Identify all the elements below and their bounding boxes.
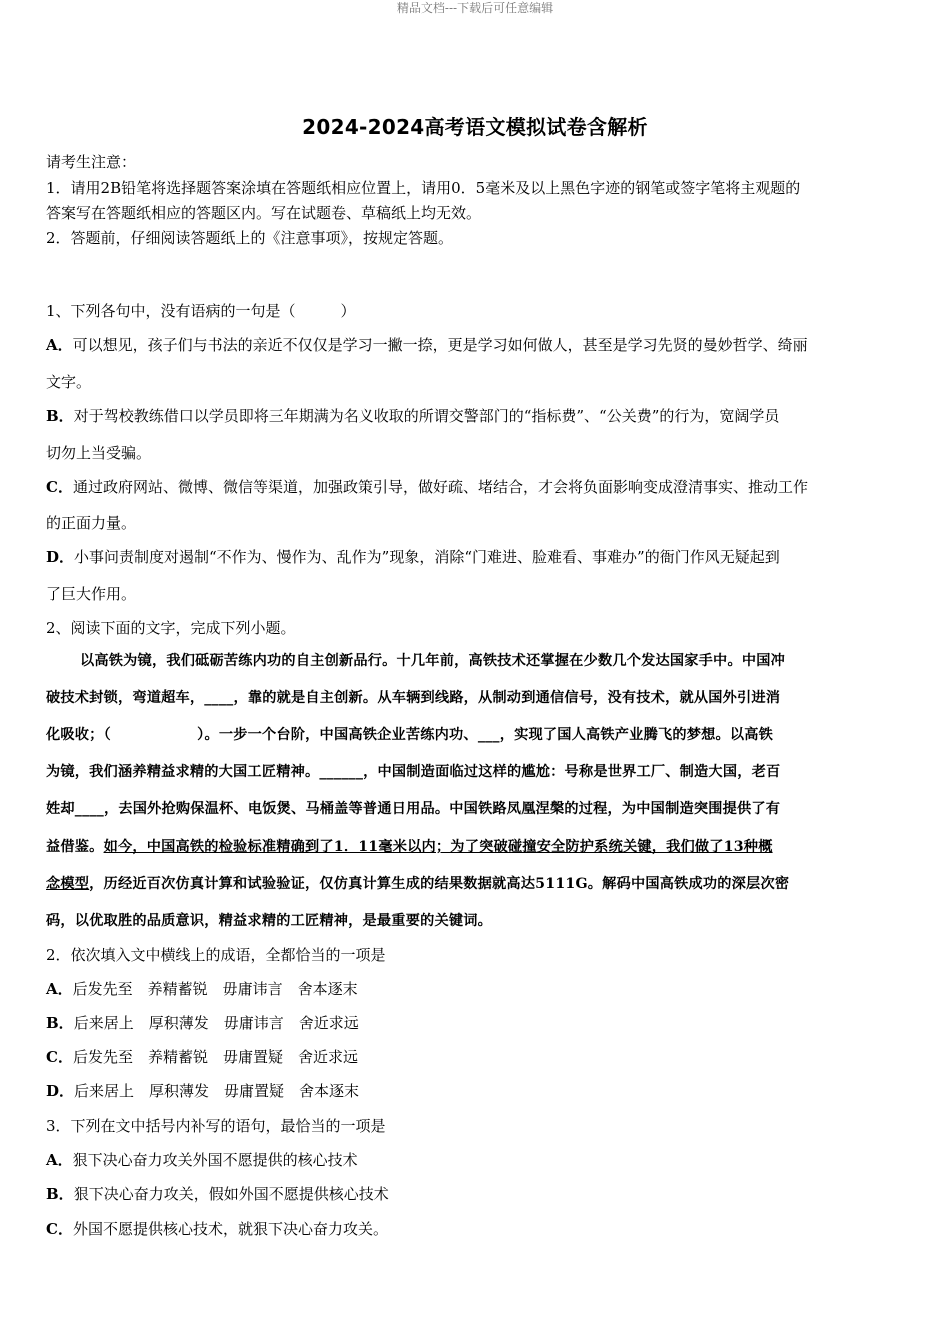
option-label: B． — [46, 1185, 74, 1203]
q1-option-b-cont: 切勿上当受骗。 — [46, 444, 152, 462]
option-text: 小事问责制度对遏制“不作为、慢作为、乱作为”现象，消除“门难进、脸难看、事难办”的衙门作风无疑起到 — [74, 548, 780, 566]
q1-option-d-cont: 了巨大作用。 — [46, 585, 137, 603]
option-label: D． — [46, 1082, 75, 1100]
option-label: A． — [46, 980, 73, 998]
option-text: 后发先至 养精蓄锐 毋庸置疑 舍近求远 — [72, 1048, 358, 1066]
option-text: 狠下决心奋力攻关外国不愿提供的核心技术 — [72, 1151, 358, 1169]
q1-option-d — [46, 547, 902, 567]
option-text: 对于驾校教练借口以学员即将三年期满为名义收取的所谓交警部门的“指标费”、“公关费”的行为，宽阔学员 — [73, 407, 780, 425]
q2-sub-stem: 2．依次填入文中横线上的成语，全都恰当的一项是 — [46, 946, 386, 964]
option-label: D． — [46, 548, 75, 566]
header-note: 精品文档---下载后可任意编辑 — [396, 1, 554, 15]
option-text: 可以想见，孩子们与书法的亲近不仅仅是学习一撇一捺，更是学习如何做人，甚至是学习先贤的曼妙哲学、绮丽 — [72, 336, 808, 354]
q1-option-b — [46, 406, 902, 426]
q3-sub-stem: 3．下列在文中括号内补写的语句，最恰当的一项是 — [46, 1117, 386, 1135]
q2-intro: 2、阅读下面的文字，完成下列小题。 — [46, 619, 296, 637]
option-text: 外国不愿提供核心技术，就狠下决心奋力攻关。 — [72, 1220, 388, 1238]
notice-item-1-line-2: 答案写在答题纸相应的答题区内。写在试题卷、草稿纸上均无效。 — [46, 204, 482, 222]
q1-option-c — [46, 477, 902, 497]
notice-item-1-line-1: 1．请用2B铅笔将选择题答案涂填在答题纸相应位置上，请用0．5毫米及以上黑色字迹的钢笔或签字笔将主观题的 — [46, 179, 801, 197]
option-label: C． — [46, 478, 73, 496]
underlined-sentence: 念模型 — [46, 876, 90, 892]
q2-sub-option-c — [46, 1047, 902, 1067]
notice-item-2: 2．答题前，仔细阅读答题纸上的《注意事项》，按规定答题。 — [46, 229, 454, 247]
q2-sub-option-d — [46, 1081, 902, 1101]
passage-line-1: 以高铁为镜，我们砥砺苦练内功的自主创新品行。十几年前，高铁技术还掌握在少数几个发达国家手中。中国冲 — [80, 653, 785, 669]
passage-line-8: 码，以优取胜的品质意识，精益求精的工匠精神，是最重要的关键词。 — [46, 913, 493, 929]
q1-option-a-cont: 文字。 — [46, 373, 92, 391]
option-label: B． — [46, 1014, 74, 1032]
q3-sub-option-c — [46, 1219, 902, 1239]
q1-option-a — [46, 335, 902, 355]
option-label: A． — [46, 1151, 73, 1169]
option-text: 后发先至 养精蓄锐 毋庸讳言 舍本逐末 — [72, 980, 358, 998]
underlined-sentence: 如今，中国高铁的检验标准精确到了1．11毫米以内；为了突破碰撞安全防护系统关键，我们做了13种概 — [103, 839, 773, 855]
option-text: 后来居上 厚积薄发 毋庸讳言 舍近求远 — [73, 1014, 359, 1032]
option-label: C． — [46, 1220, 73, 1238]
q1-stem: 1、下列各句中，没有语病的一句是（ ） — [46, 302, 356, 320]
passage-line-2: 破技术封锁，弯道超车，____，靠的就是自主创新。从车辆到线路，从制动到通信信号，没有技术，就从国外引进消 — [46, 690, 781, 706]
page-title: 2024-2024高考语文模拟试卷含解析 — [302, 115, 648, 139]
q1-option-c-cont: 的正面力量。 — [46, 514, 137, 532]
option-text: 通过政府网站、微博、微信等渠道，加强政策引导，做好疏、堵结合，才会将负面影响变成澄清事实、推动工作 — [72, 478, 808, 496]
q2-sub-option-b — [46, 1013, 902, 1033]
passage-line-4: 为镜，我们涵养精益求精的大国工匠精神。______，中国制造面临过这样的尴尬：号称是世界工厂、制造大国，老百 — [46, 764, 781, 780]
passage-line-3: 化吸收；（ ）。一步一个台阶，中国高铁企业苦练内功、___，实现了国人高铁产业腾飞的梦想。以高铁 — [46, 727, 774, 743]
passage-line-7 — [46, 874, 904, 894]
passage-line-6 — [46, 837, 904, 857]
notice-heading: 请考生注意： — [46, 153, 137, 171]
q2-sub-option-a — [46, 979, 902, 999]
option-text: 后来居上 厚积薄发 毋庸置疑 舍本逐末 — [74, 1082, 360, 1100]
option-label: C． — [46, 1048, 73, 1066]
option-text: 狠下决心奋力攻关，假如外国不愿提供核心技术 — [73, 1185, 389, 1203]
passage-line-5: 姓却____，去国外抢购保温杯、电饭煲、马桶盖等普通日用品。中国铁路凤凰涅槃的过程，为中国制造突围提供了有 — [46, 801, 781, 817]
option-label: B． — [46, 407, 74, 425]
passage-text: ，历经近百次仿真计算和试验验证，仅仿真计算生成的结果数据就高达5111G。解码中国高铁成功的深层次密 — [89, 876, 790, 892]
passage-text: 益借鉴。 — [46, 839, 104, 855]
option-label: A． — [46, 336, 73, 354]
q3-sub-option-b — [46, 1184, 902, 1204]
q3-sub-option-a — [46, 1150, 902, 1170]
